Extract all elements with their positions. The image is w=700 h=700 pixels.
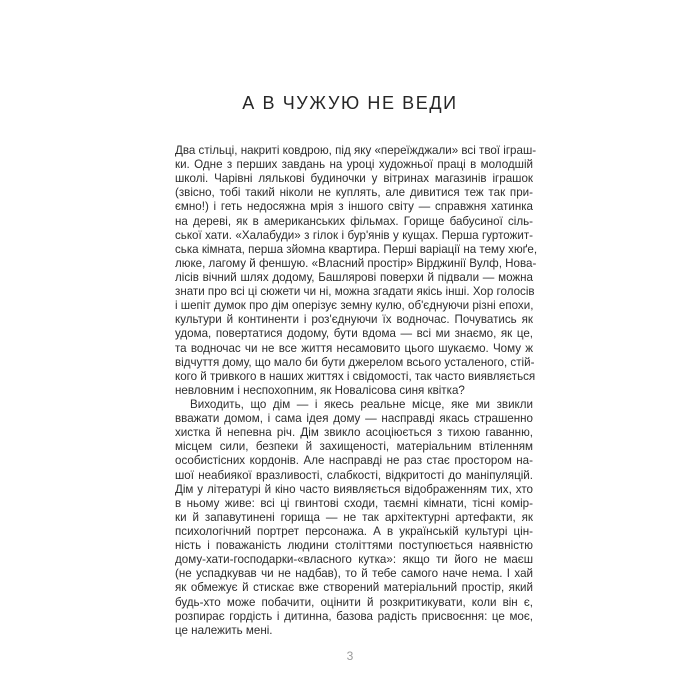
text-line: Дім у літературі й кіно часто виявляється відображенням тих, хто [175,482,533,496]
text-line: розпирає гордість і дитинна, базова радість присвоєння: це моє, [175,609,533,623]
text-line: ність і поважаність людини століттями поступюється наявністю [175,539,533,553]
text-line: та водночас чи не все життя несамовито цього шукаємо. Чому ж [175,341,533,355]
text-line: невловним і неспохопним, як Новалісова синя квітка? [175,383,465,397]
text-line: ємно!) і геть недосяжна мрія з іншого світу — справжня хатинка [175,200,533,214]
text-line: ки. Одне з перших завдань на уроці художньої праці в молодшій [175,158,533,172]
text-line: особистісних кордонів. Але насправді не раз стає простором на- [175,454,533,468]
text-line: вважати домом, і сама ідея дому — насправді якась страшенно [175,412,533,426]
text-line: люке, лагому й феншую. «Власний простір» Вірджинії Вулф, Нова- [175,256,537,270]
text-line: (звісно, тобі такий ніколи не куплять, але дивитися теж так при- [175,186,533,200]
page-number: 3 [346,649,354,663]
text-line: ки й запавутинені горища — не так архітектурні артефакти, як [175,510,533,524]
paragraph-2 [175,398,533,638]
text-line: лісів вічний шлях додому, Башлярові поверхи й підвали — можна [175,270,533,284]
text-line: удома, повертатися додому, бути вдома — всі ми знаємо, як це, [175,327,533,341]
text-line: культури й континенти і роз'єднуючи їх водночас. Почуватись як [175,313,533,327]
text-line: відчуття дому, що мало би бути джерелом всього усталеного, стій- [175,355,535,369]
text-line: Виходить, що дім — і якесь реальне місце, яке ми звикли [190,397,533,411]
text-line: дому-хати-господарки-«власного кутка»: якщо ти його не маєш [175,553,533,567]
text-line: знати про всі ці сюжети чи ні, можна згадати якісь інші. Хор голосів [175,285,535,299]
text-line: (не успадкував чи не надбав), то й тебе самого наче нема. І хай [175,567,533,581]
text-line: кого й тривкого в наших життях і свідомості, так часто виявляється [175,369,536,383]
text-line: психологічний портрет персонажа. А в українській культурі цін- [175,524,533,538]
text-line: місцем сили, безпеки й захищеності, матеріальним втіленням [175,440,533,454]
text-line: ської хати. «Халабуди» з гілок і бур'янів у кущах. Перша гуртожит- [175,228,533,242]
text-line: Два стільці, накриті ковдрою, під яку «переїжджали» всі твої іграш- [175,144,537,157]
text-line: хистка й непевна річ. Дім звикло асоціюється з тихою гаванню, [175,426,533,440]
text-line: ська кімната, перша зйомна квартира. Перші варіації на тему хюґе, [175,242,538,256]
body-text [175,144,538,638]
text-line: будь-хто може побачити, оцінити й розкритикувати, коли він є, [175,595,533,609]
text-line: як обмежує й стискає вже створений матеріальний простір, який [175,581,533,595]
text-line: це належить мені. [175,623,273,637]
paragraph-1 [175,144,538,398]
text-line: і шепіт думок про дім оперізує земну кулю, об'єднуючи різні епохи, [175,299,534,313]
text-line: в ньому живе: всі ці гвинтові сходи, таємні кімнати, тісні комір- [175,496,533,510]
text-line: шої неабиякої вразливості, слабкості, відкритості до маніпуляцій. [175,468,533,482]
text-line: на дереві, як в американських фільмах. Горище бабусиної сіль- [175,214,533,228]
text-line: школі. Чарівні лялькові будиночки у вітринах магазинів іграшок [175,172,533,186]
chapter-title: А В ЧУЖУЮ НЕ ВЕДИ [242,93,458,113]
